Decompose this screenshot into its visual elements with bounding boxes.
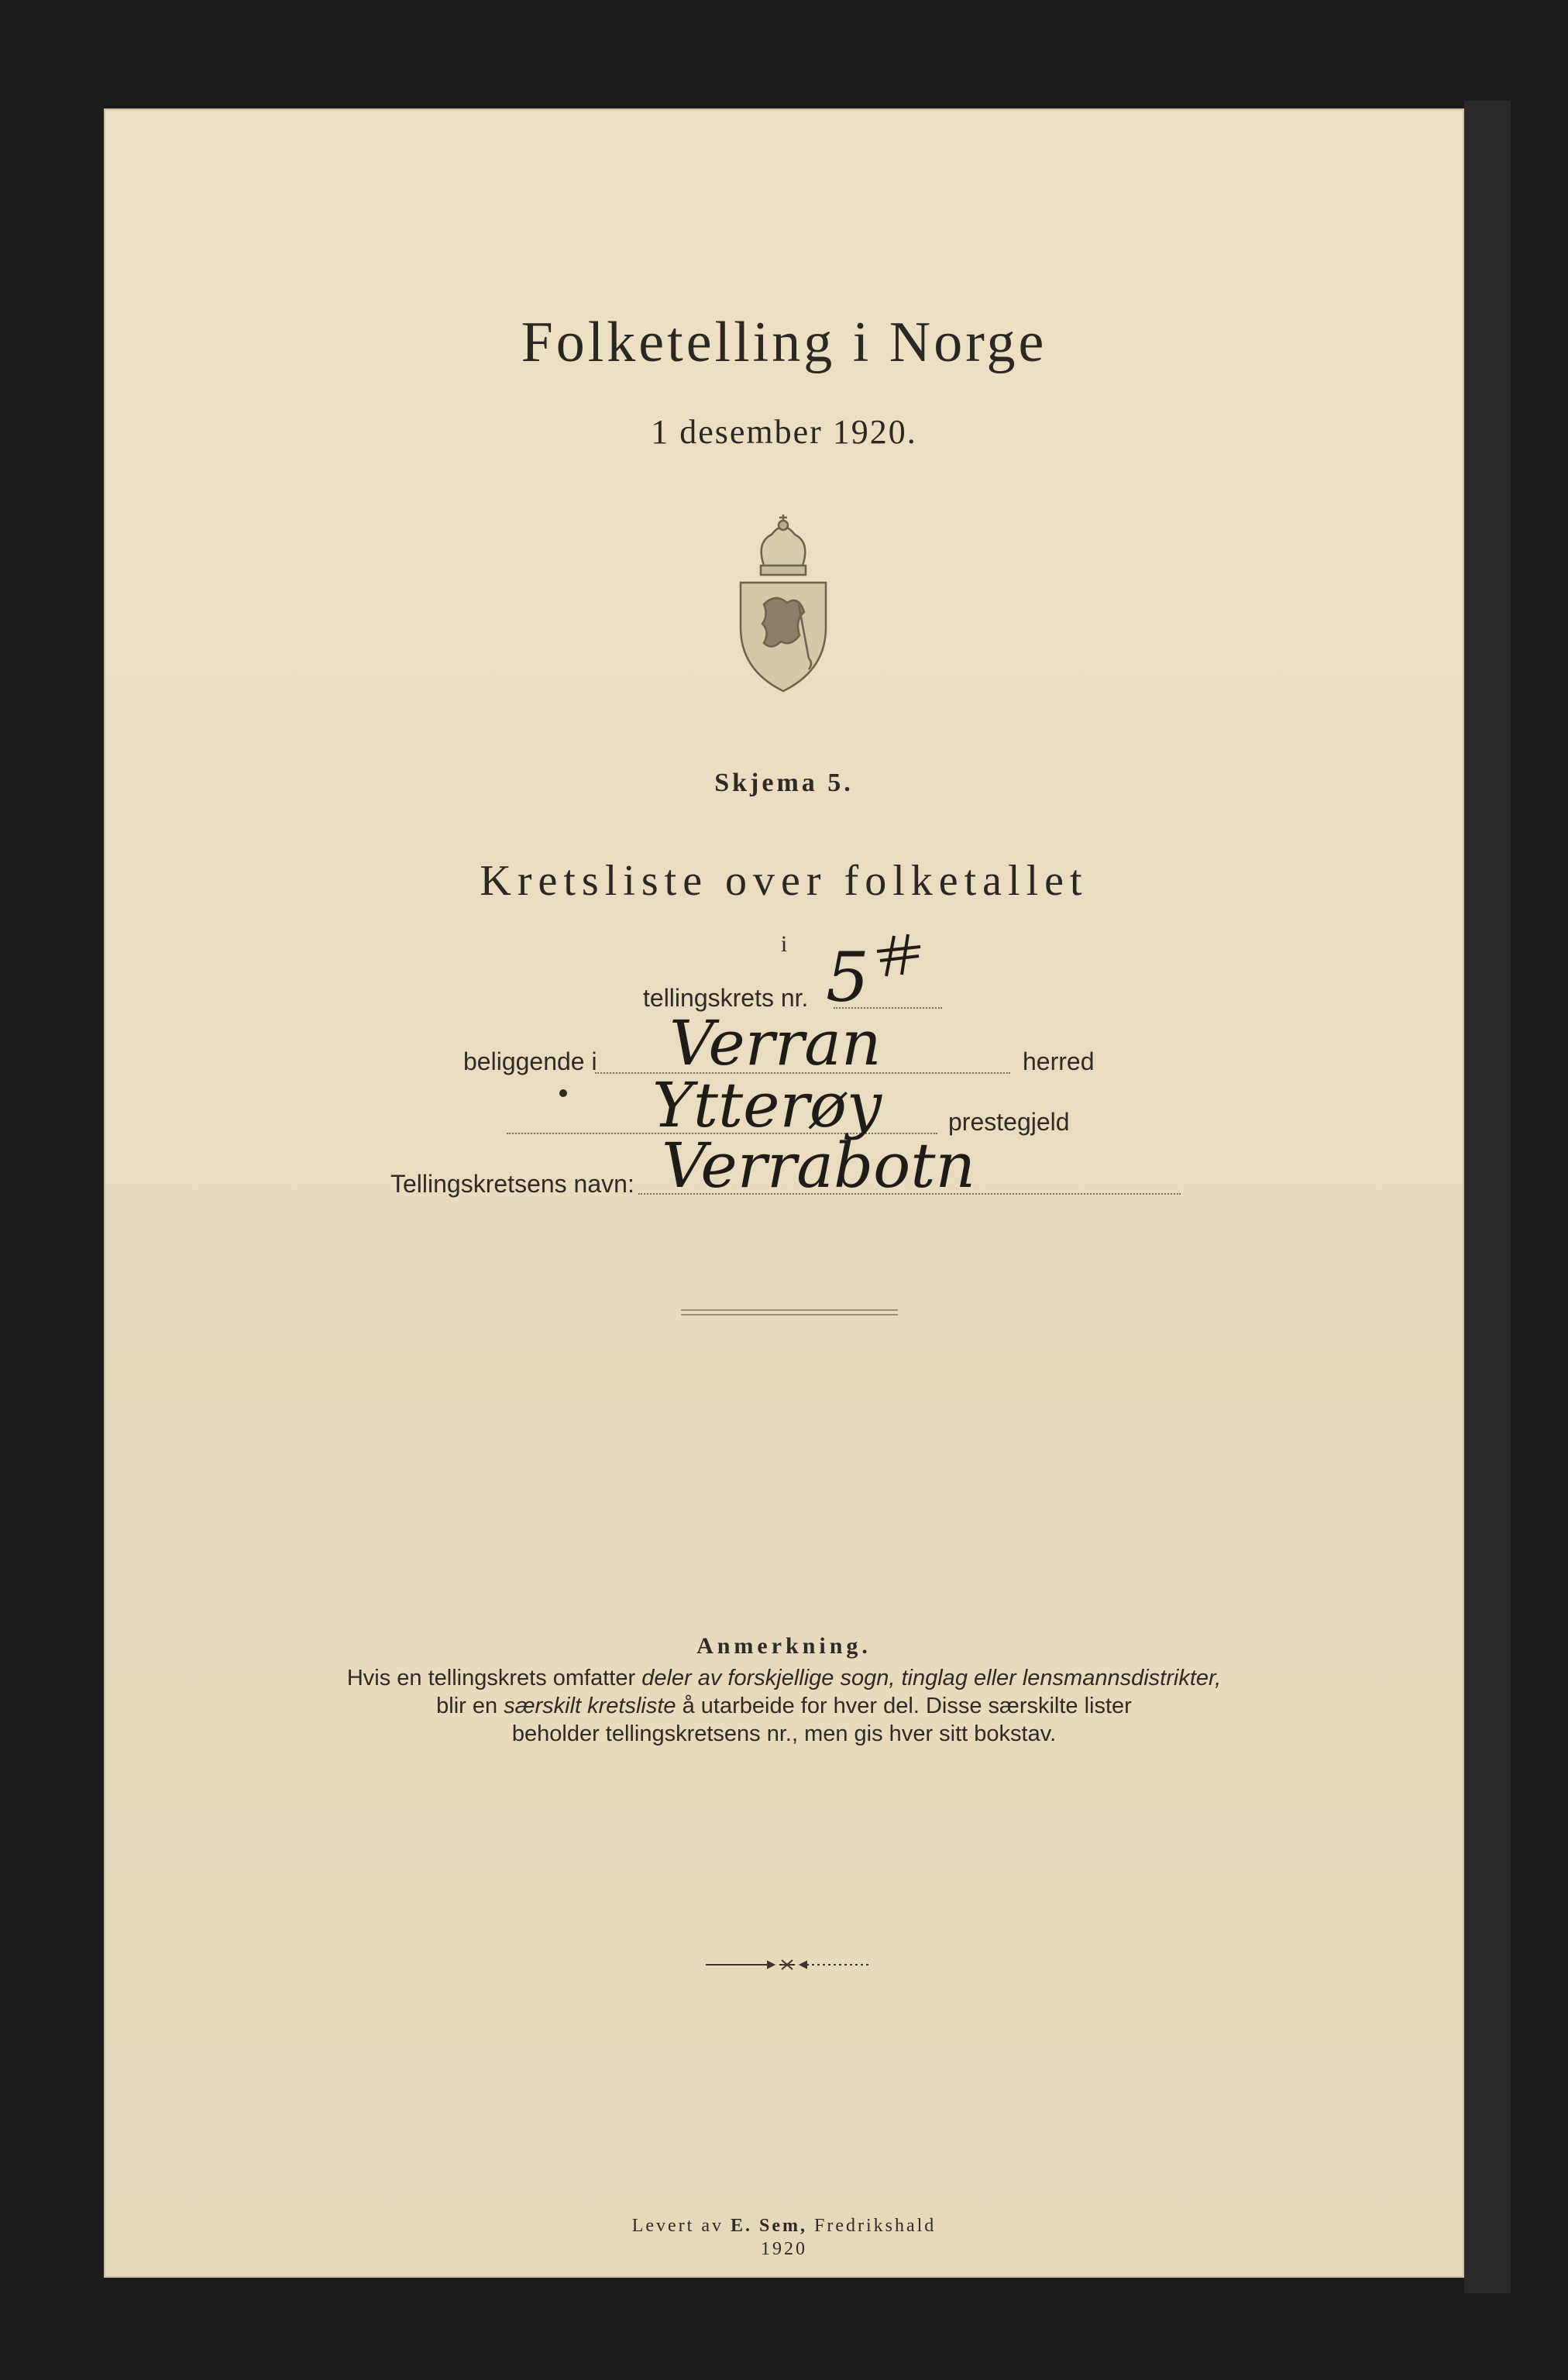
printer-prefix: Levert av xyxy=(631,2216,731,2236)
note-line-1-emphasis: deler av forskjellige sogn, tinglag eller lensmannsdistrikter, xyxy=(641,1666,1222,1690)
note-line-2-text-c: å utarbeide for hver del. Disse særskilte lister xyxy=(676,1694,1132,1718)
note-line-2 xyxy=(104,1694,1464,1719)
ornament-divider-icon xyxy=(706,1957,868,1972)
note-line-2-emphasis: særskilt kretsliste xyxy=(504,1694,676,1718)
parish-value[interactable]: Ytterøy xyxy=(652,1069,882,1141)
norwegian-coat-of-arms-icon xyxy=(733,511,834,697)
document-date: 1 desember 1920. xyxy=(651,413,917,451)
printer-credit xyxy=(104,2216,1464,2237)
note-line-3: beholder tellingskretsens nr., men gis hver sitt bokstav. xyxy=(511,1721,1057,1746)
section-divider-second xyxy=(681,1314,898,1316)
schema-number: Skjema 5. xyxy=(714,769,854,797)
note-heading: Anmerkning. xyxy=(696,1633,872,1659)
printer-city: Fredrikshald xyxy=(806,2216,937,2236)
municipality-suffix: herred xyxy=(1023,1047,1095,1075)
district-number-label: tellingskrets nr. xyxy=(643,984,809,1012)
note-line-2-text-a: blir en xyxy=(436,1694,504,1718)
census-form-page xyxy=(104,108,1464,2278)
municipality-value[interactable]: Verran xyxy=(669,1007,882,1079)
document-title: Folketelling i Norge xyxy=(521,311,1047,374)
heading-preposition: i xyxy=(780,931,788,957)
section-divider xyxy=(681,1309,898,1311)
note-line-1 xyxy=(104,1666,1464,1691)
printer-year: 1920 xyxy=(761,2239,807,2259)
located-label: beliggende i xyxy=(463,1047,597,1075)
parish-suffix: prestegjeld xyxy=(948,1108,1070,1136)
form-heading: Kretsliste over folketallet xyxy=(480,857,1088,905)
printer-name: E. Sem, xyxy=(730,2216,807,2236)
bullet-dot xyxy=(559,1089,567,1097)
struck-number-mark-icon xyxy=(871,930,925,984)
district-name-label: Tellingskretsens navn: xyxy=(390,1170,634,1198)
scanner-background xyxy=(1464,101,1511,2293)
note-line-1-text: Hvis en tellingskrets omfatter xyxy=(346,1666,642,1690)
district-number-value[interactable]: 5 xyxy=(826,937,869,1017)
district-name-value[interactable]: Verrabotn xyxy=(662,1130,975,1202)
